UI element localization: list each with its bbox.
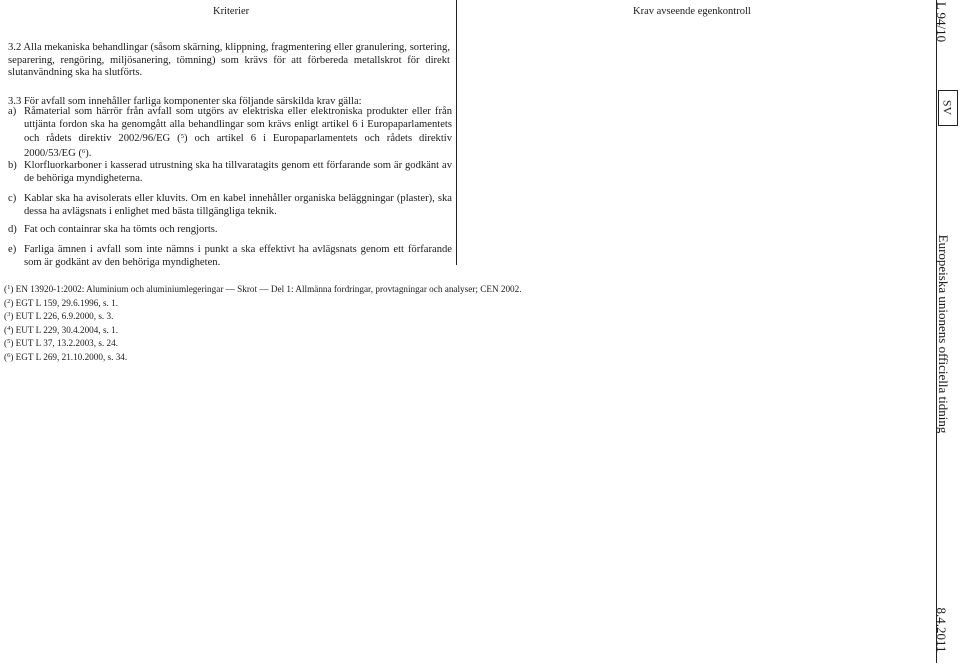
footnote-number: 2 (7, 297, 11, 305)
list-item-text (24, 106, 452, 160)
footnote-text: EUT L 37, 13.2.2003, s. 24. (15, 338, 119, 348)
list-item-label: c) (8, 193, 17, 204)
footnote-number: 5 (7, 338, 11, 345)
list-item-label: b) (8, 160, 17, 171)
list-item-a (8, 106, 452, 160)
footnote-text: EUT L 229, 30.4.2004, s. 1. (15, 324, 119, 335)
list-item-text: Farliga ämnen i avfall som inte nämns i punkt a ska effektivt ha avlägsnats genom ett förfarande som är godkänt av den behöriga myndigheten. (24, 244, 452, 268)
footnote-number: 4 (7, 324, 11, 332)
section-3-2: 3.2 Alla mekaniska behandlingar (såsom skärning, klippning, fragmentering eller granulering, sortering, separering, rengöring, miljösanering, tömning) som krävs för att förbereda metallskrot för direkt slutanvändning ska ha slutförts. (8, 42, 450, 79)
footnote-text: EUT L 226, 6.9.2000, s. 3. (15, 311, 114, 321)
footnotes (4, 282, 522, 363)
column-divider (456, 0, 457, 265)
list-item-text: Kablar ska ha avisolerats eller kluvits. Om en kabel innehåller organiska beläggningar (plaster), ska dessa ha avlägsnats i enlighet med bästa tillgängliga teknik. (24, 193, 452, 217)
journal-title: Europeiska unionens officiella tidning (936, 234, 951, 434)
list-item-b (8, 160, 452, 185)
footnote: ($^2$) EGT L 159, 29.6.1996, s. 1. (4, 297, 119, 308)
list-item-text-part: ) och artikel 6 i Europaparlamentets och rådets direktiv 2000/53/EG ( (24, 133, 452, 159)
footnote: ($^6$) EGT L 269, 21.10.2000, s. 34. (4, 351, 128, 362)
list-item-text-part: Råmaterial som härrör från avfall som utgörs av elektriska eller elektroniska produkter eller från uttjänta fordon ska ha genomgått alla behandlingar som krävs enligt artikel 6 i Europaparlamentets och rådets direktiv 2002/96/EG ( (24, 106, 452, 145)
footnote-ref: 5 (180, 133, 184, 141)
list-item-label: a) (8, 106, 17, 117)
footnote-text: EGT L 269, 21.10.2000, s. 34. (15, 351, 128, 362)
publication-date: 8.4.2011 (934, 607, 949, 653)
page-reference: L 94/10 (934, 1, 949, 43)
list-item-text: Klorfluorkarboner i kasserad utrustning ska ha tillvaratagits genom ett förfarande som är godkänt av de behöriga myndigheterna. (24, 160, 452, 184)
footnote-text: EN 13920-1:2002: Aluminium och aluminiumlegeringar — Skrot — Del 1: Allmänna fordringar, provtagningar och analyser; CEN 2002. (15, 284, 522, 294)
footnote: ($^4$) EUT L 229, 30.4.2004, s. 1. (4, 324, 119, 335)
column-header-criteria: Kriterier (213, 6, 250, 17)
column-header-self-monitoring: Krav avseende egenkontroll (633, 6, 751, 17)
list-item-d (8, 224, 452, 237)
section-3-3: 3.3 För avfall som innehåller farliga komponenter ska följande särskilda krav gälla: (8, 96, 362, 107)
footnote: ($^5$) EUT L 37, 13.2.2003, s. 24. (4, 338, 119, 348)
list-item-text: Fat och containrar ska ha tömts och rengjorts. (24, 224, 218, 235)
footnote-text: EGT L 159, 29.6.1996, s. 1. (15, 297, 119, 308)
language-code: SV (940, 99, 955, 116)
list-item-text-part: ). (85, 147, 92, 159)
footnote-number: 6 (7, 351, 11, 359)
footnote: ($^3$) EUT L 226, 6.9.2000, s. 3. (4, 311, 114, 321)
list-item-label: d) (8, 224, 17, 235)
list-item-e (8, 244, 452, 269)
footnote-number: 1 (7, 284, 11, 291)
footnote-number: 3 (7, 311, 11, 318)
footnote-ref: 6 (81, 147, 86, 155)
list-item-c (8, 193, 452, 218)
list-item-label: e) (8, 244, 17, 255)
footnote: ($^1$) EN 13920-1:2002: Aluminium och aluminiumlegeringar — Skrot — Del 1: Allmänna fordringar, provtagningar och analyser; CEN 2002. (4, 284, 522, 294)
